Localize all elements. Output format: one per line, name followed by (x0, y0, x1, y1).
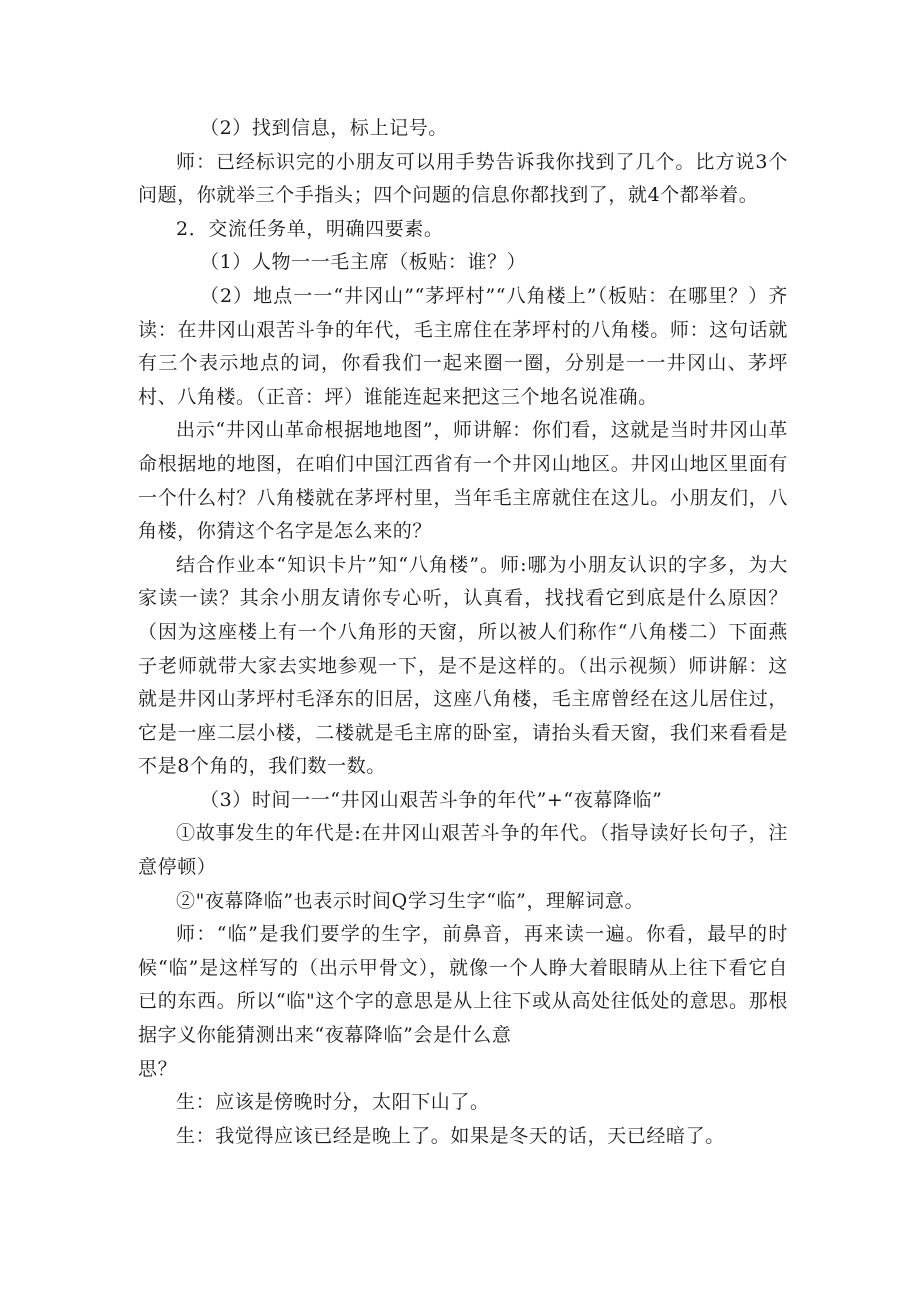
paragraph-era: ①故事发生的年代是:在井冈山艰苦斗争的年代。（指导读好长句子，注意停顿） (138, 822, 788, 879)
paragraph-time: （3）时间一一“井冈山艰苦斗争的年代”+“夜幕降临” (200, 788, 663, 811)
paragraph-teacher-lin: 师：“临”是我们要学的生字，前鼻音，再来读一遍。你看，最早的时候“临”是这样写的（出示甲骨文），就像一个人睁大着眼睛从上往下看它自已的东西。所以“临"这个字的意思是从上往下或从高处往低处的意思。那根据字义你能猜测出来“夜幕降临”会是什么意 (138, 923, 788, 1047)
paragraph-octagonal-building: 结合作业本“知识卡片”知“八角楼”。师:哪为小朋友认识的字多，为大家读一读？其余小朋友请你专心听，认真看，找找看它到底是什么原因？（因为这座楼上有一个八角形的天窗，所以被人们称作“八角楼二）下面燕子老师就带大家去实地参观一下，是不是这样的。（出示视频）师讲解：这就是井冈山茅坪村毛泽东的旧居，这座八角楼，毛主席曾经在这儿居住过，它是一座二层小楼，二楼就是毛主席的卧室，请抬头看天窗，我们来看看是不是8个角的，我们数一数。 (138, 553, 788, 778)
paragraph-character: （1）人物一一毛主席（板贴：谁？） (200, 251, 527, 274)
paragraph-task-sheet-heading: 2．交流任务单，明确四要素。 (176, 217, 444, 240)
paragraph-nightfall: ②"夜幕降临”也表示时间Q学习生字“临”，理解词意。 (176, 889, 645, 912)
paragraph-teacher-gesture: 师：已经标识完的小朋友可以用手势告诉我你找到了几个。比方说3个问题，你就举三个手指头；四个问题的信息你都找到了，就4个都举着。 (138, 150, 788, 207)
paragraph-map: 出示“井冈山革命根据地地图”，师讲解：你们看，这就是当时井冈山革命根据地的地图，在咱们中国江西省有一个井冈山地区。井冈山地区里面有一个什么村？八角楼就在茅坪村里，当年毛主席就住在这儿。小朋友们，八角楼，你猜这个名字是怎么来的？ (138, 419, 788, 543)
paragraph-student-night: 生：我觉得应该已经是晚上了。如果是冬天的话，天已经暗了。 (176, 1124, 725, 1147)
paragraph-student-dusk: 生：应该是傍晚时分，太阳下山了。 (176, 1091, 490, 1114)
document-page (138, 112, 788, 1153)
paragraph-location: （2）地点一一“井冈山”“茅坪村”“八角楼上”（板贴：在哪里？）齐读：在井冈山艰苦斗争的年代，毛主席住在茅坪村的八角楼。师：这句话就有三个表示地点的词，你看我们一起来圈一圈，分别是一一井冈山、茅坪村、八角楼。（正音：坪）谁能连起来把这三个地名说准确。 (138, 284, 788, 408)
paragraph-find-info: （2）找到信息，标上记号。 (200, 117, 448, 139)
paragraph-meaning-end: 思？ (138, 1057, 178, 1080)
